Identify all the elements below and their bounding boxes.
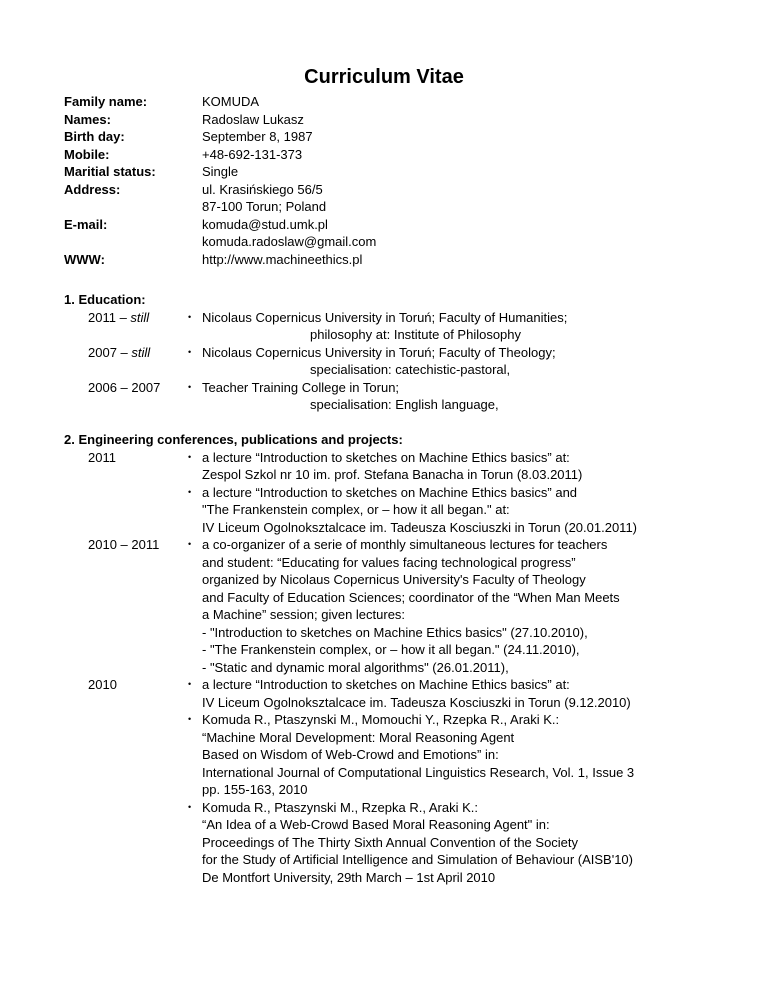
entry-line: Based on Wisdom of Web-Crowd and Emotions” in: <box>202 747 499 762</box>
entry-line: “Machine Moral Development: Moral Reasoning Agent <box>202 729 515 745</box>
bullet-icon: • <box>188 801 192 812</box>
field-value: 87-100 Torun; Poland <box>202 199 327 214</box>
field-value: September 8, 1987 <box>202 129 313 144</box>
entry-year <box>88 379 160 397</box>
section-heading-education: 1. Education: <box>64 292 146 307</box>
field-label: Maritial status: <box>64 164 156 179</box>
entry-line: "The Frankenstein complex, or – how it all began." at: <box>202 502 510 517</box>
entry-line: De Montfort University, 29th March – 1st April 2010 <box>202 869 496 885</box>
year-start: 2007 – <box>88 344 132 360</box>
field-label: E-mail: <box>64 216 108 232</box>
field-label: Names: <box>64 111 111 127</box>
entry-line: pp. 155-163, 2010 <box>202 782 308 797</box>
entry-line: IV Liceum Ogolnoksztalcace im. Tadeusza Kosciuszki in Torun (20.01.2011) <box>202 519 638 535</box>
entry-line: a lecture “Introduction to sketches on Machine Ethics basics” at: <box>202 677 570 692</box>
entry-line: IV Liceum Ogolnoksztalcace im. Tadeusza Kosciuszki in Torun (9.12.2010) <box>202 694 631 710</box>
entry-line: Zespol Szkol nr 10 im. prof. Stefana Banacha in Torun (8.03.2011) <box>202 467 583 482</box>
entry-detail: specialisation: catechistic-pastoral, <box>310 362 511 377</box>
contact-link[interactable]: komuda@stud.umk.pl <box>202 216 328 232</box>
entry-line: and Faculty of Education Sciences; coordinator of the “When Man Meets <box>202 589 620 605</box>
entry-line: a lecture “Introduction to sketches on Machine Ethics basics” and <box>202 484 578 500</box>
bullet-icon: • <box>188 311 192 322</box>
bullet-icon: • <box>188 381 192 392</box>
entry-line: Nicolaus Copernicus University in Toruń; Faculty of Humanities; <box>202 309 568 325</box>
bullet-icon: • <box>188 714 192 724</box>
entry-line: and student: “Educating for values facing technological progress” <box>202 554 576 570</box>
entry-line: Komuda R., Ptaszynski M., Rzepka R., Araki K.: <box>202 799 478 815</box>
year-end: still <box>131 344 151 360</box>
entry-detail: specialisation: English language, <box>310 397 499 412</box>
entry-line: International Journal of Computational Linguistics Research, Vol. 1, Issue 3 <box>202 764 635 780</box>
page-title: Curriculum Vitae <box>304 66 464 88</box>
entry-line: Proceedings of The Thirty Sixth Annual Convention of the Society <box>202 834 579 850</box>
bullet-icon: • <box>188 679 192 689</box>
entry-year <box>88 344 150 362</box>
bullet-icon: • <box>188 486 192 497</box>
field-value: +48-692-131-373 <box>202 146 303 162</box>
entry-year <box>88 309 149 327</box>
entry-year: 2010 <box>88 677 117 692</box>
field-label: Family name: <box>64 94 148 109</box>
entry-detail: philosophy at: Institute of Philosophy <box>310 327 522 342</box>
entry-line: - "Static and dynamic moral algorithms" (26.01.2011), <box>202 659 509 675</box>
section-heading-engineering: 2. Engineering conferences, publications and projects: <box>64 432 403 447</box>
field-label: Address: <box>64 181 121 197</box>
field-value: Single <box>202 164 239 179</box>
entry-line: for the Study of Artificial Intelligence and Simulation of Behaviour (AISB'10) <box>202 852 633 867</box>
entry-line: Teacher Training College in Torun; <box>202 379 400 395</box>
entry-line: a lecture “Introduction to sketches on Machine Ethics basics” at: <box>202 449 570 465</box>
year-end: still <box>130 309 150 325</box>
entry-line: - "The Frankenstein complex, or – how it all began." (24.11.2010), <box>202 642 580 657</box>
field-label: Mobile: <box>64 146 110 162</box>
entry-line: organized by Nicolaus Copernicus University's Faculty of Theology <box>202 572 586 587</box>
bullet-icon: • <box>188 451 192 462</box>
entry-line: “An Idea of a Web-Crowd Based Moral Reasoning Agent" in: <box>202 817 550 832</box>
year-start: 2006 – 2007 <box>88 379 161 395</box>
field-value: KOMUDA <box>202 94 260 109</box>
contact-link[interactable]: komuda.radoslaw@gmail.com <box>202 234 377 249</box>
entry-year: 2010 – 2011 <box>88 537 160 552</box>
field-label: WWW: <box>64 251 105 267</box>
entry-line: Komuda R., Ptaszynski M., Momouchi Y., Rzepka R., Araki K.: <box>202 712 560 727</box>
contact-link[interactable]: http://www.machineethics.pl <box>202 251 363 267</box>
field-value: Radoslaw Lukasz <box>202 111 304 127</box>
entry-line: a Machine” session; given lectures: <box>202 607 406 622</box>
bullet-icon: • <box>188 539 192 549</box>
year-start: 2011 – <box>88 309 131 325</box>
field-value: ul. Krasińskiego 56/5 <box>202 181 323 197</box>
entry-line: a co-organizer of a serie of monthly simultaneous lectures for teachers <box>202 537 608 552</box>
entry-year: 2011 <box>88 449 116 465</box>
entry-line: Nicolaus Copernicus University in Toruń; Faculty of Theology; <box>202 344 556 360</box>
bullet-icon: • <box>188 346 192 357</box>
entry-line: - "Introduction to sketches on Machine Ethics basics" (27.10.2010), <box>202 624 588 640</box>
field-label: Birth day: <box>64 129 125 144</box>
